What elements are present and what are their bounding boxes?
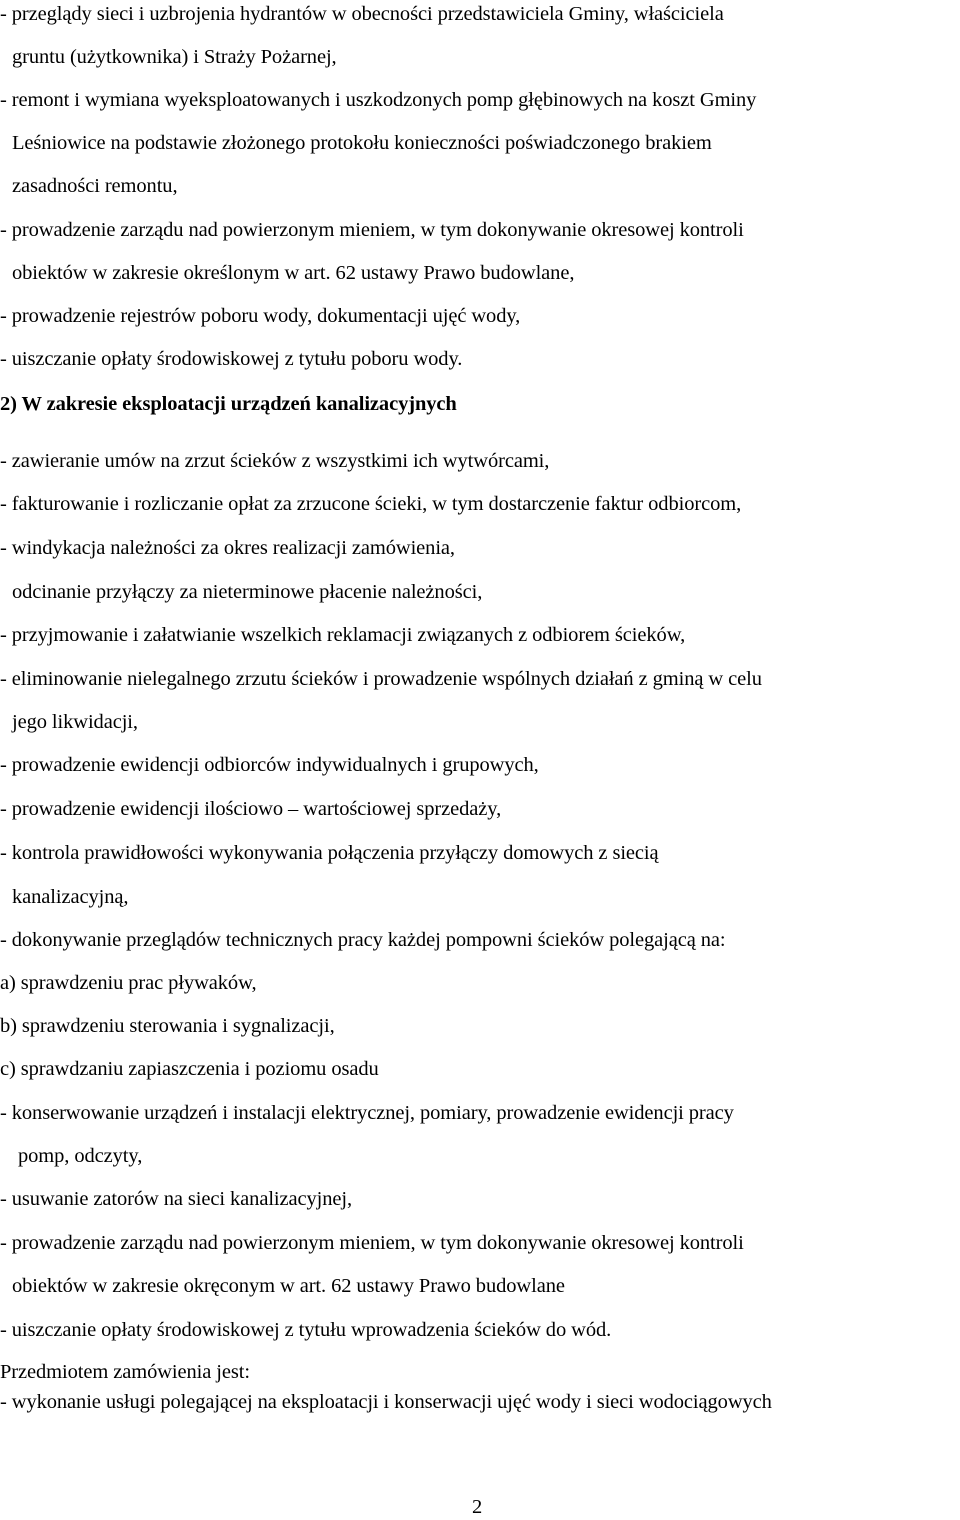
text-line: - prowadzenie ewidencji ilościowo – wartościowej sprzedaży, xyxy=(0,798,502,820)
text-line: zasadności remontu, xyxy=(12,175,178,197)
text-line: b) sprawdzeniu sterowania i sygnalizacji, xyxy=(0,1015,335,1037)
text-line: - kontrola prawidłowości wykonywania połączenia przyłączy domowych z siecią xyxy=(0,842,659,864)
text-line: kanalizacyjną, xyxy=(12,886,129,908)
text-line: - dokonywanie przeglądów technicznych pracy każdej pompowni ścieków polegającą na: xyxy=(0,929,726,951)
text-line: - windykacja należności za okres realizacji zamówienia, xyxy=(0,537,455,559)
text-line: odcinanie przyłączy za nieterminowe płacenie należności, xyxy=(12,581,483,603)
text-line: gruntu (użytkownika) i Straży Pożarnej, xyxy=(12,46,337,68)
text-line: jego likwidacji, xyxy=(12,711,138,733)
text-line: obiektów w zakresie określonym w art. 62 ustawy Prawo budowlane, xyxy=(12,262,575,284)
text-line: obiektów w zakresie okręconym w art. 62 ustawy Prawo budowlane xyxy=(12,1275,565,1297)
page-number: 2 xyxy=(472,1496,483,1518)
text-line: Przedmiotem zamówienia jest: xyxy=(0,1361,250,1383)
text-line: a) sprawdzeniu prac pływaków, xyxy=(0,972,257,994)
text-line: c) sprawdzaniu zapiaszczenia i poziomu osadu xyxy=(0,1058,379,1080)
text-line: - remont i wymiana wyeksploatowanych i uszkodzonych pomp głębinowych na koszt Gminy xyxy=(0,89,757,111)
text-line: - prowadzenie ewidencji odbiorców indywidualnych i grupowych, xyxy=(0,754,539,776)
text-line: pomp, odczyty, xyxy=(18,1145,143,1167)
text-line: - prowadzenie zarządu nad powierzonym mieniem, w tym dokonywanie okresowej kontroli xyxy=(0,219,744,241)
text-line: - uiszczanie opłaty środowiskowej z tytułu wprowadzenia ścieków do wód. xyxy=(0,1319,612,1341)
text-line: - prowadzenie rejestrów poboru wody, dokumentacji ujęć wody, xyxy=(0,305,521,327)
text-line: - uiszczanie opłaty środowiskowej z tytułu poboru wody. xyxy=(0,348,463,370)
text-line: - zawieranie umów na zrzut ścieków z wszystkimi ich wytwórcami, xyxy=(0,450,550,472)
text-line: Leśniowice na podstawie złożonego protokołu konieczności poświadczonego brakiem xyxy=(12,132,712,154)
text-line: - eliminowanie nielegalnego zrzutu ścieków i prowadzenie wspólnych działań z gminą w celu xyxy=(0,668,762,690)
text-line: - przyjmowanie i załatwianie wszelkich reklamacji związanych z odbiorem ścieków, xyxy=(0,624,686,646)
section-heading: 2) W zakresie eksploatacji urządzeń kanalizacyjnych xyxy=(0,393,457,415)
text-line: - wykonanie usługi polegającej na eksploatacji i konserwacji ujęć wody i sieci wodociągowych xyxy=(0,1391,772,1413)
text-line: - usuwanie zatorów na sieci kanalizacyjnej, xyxy=(0,1188,353,1210)
text-line: - przeglądy sieci i uzbrojenia hydrantów w obecności przedstawiciela Gminy, właściciela xyxy=(0,3,724,25)
text-line: - prowadzenie zarządu nad powierzonym mieniem, w tym dokonywanie okresowej kontroli xyxy=(0,1232,744,1254)
text-line: - fakturowanie i rozliczanie opłat za zrzucone ścieki, w tym dostarczenie faktur odbiorcom, xyxy=(0,493,742,515)
text-line: - konserwowanie urządzeń i instalacji elektrycznej, pomiary, prowadzenie ewidencji pracy xyxy=(0,1102,734,1124)
